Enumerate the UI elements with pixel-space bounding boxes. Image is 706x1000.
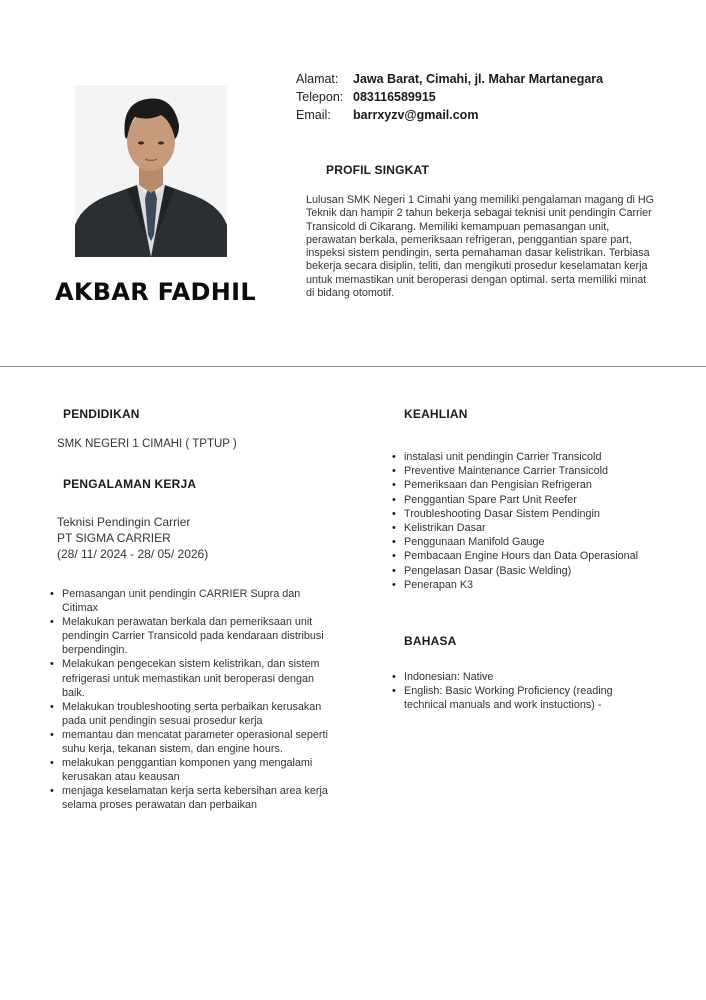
list-item: • Indonesian: Native xyxy=(392,670,642,684)
job-period: (28/ 11/ 2024 - 28/ 05/ 2026) xyxy=(57,547,209,561)
skills-heading: KEAHLIAN xyxy=(404,407,468,421)
list-item: • Pemeriksaan dan Pengisian Refrigeran xyxy=(392,478,652,492)
list-item: • Pemasangan unit pendingin CARRIER Supra dan Citimax xyxy=(50,587,335,615)
profile-summary: Lulusan SMK Negeri 1 Cimahi yang memiliki pengalaman magang di HG Teknik dan hampir 2 tahun bekerja sebagai teknisi unit pendingin Carrier Transicold di Cikarang. Memiliki kemampuan pemasangan unit, perawatan berkala, pemeriksaan refrigeran, penggantian spare part, inspeksi sistem pendingin, serta pemahaman dasar kelistrikan. Terbiasa bekerja secara disiplin, teliti, dan mengikuti prosedur keselamatan kerja untuk memastikan unit beroperasi dengan optimal. serta memiliki minat di bidang otomotif. xyxy=(306,194,655,300)
full-name: AKBAR FADHIL xyxy=(55,278,256,306)
list-item: • instalasi unit pendingin Carrier Transicold xyxy=(392,450,652,464)
list-item: • melakukan penggantian komponen yang mengalami kerusakan atau keausan xyxy=(50,756,335,784)
job-info xyxy=(57,514,208,562)
experience-heading: PENGALAMAN KERJA xyxy=(63,477,197,491)
email-label: Email: xyxy=(296,108,331,122)
list-item: • menjaga keselamatan kerja serta kebersihan area kerja selama proses perawatan dan perbaikan xyxy=(50,784,335,812)
skills-list xyxy=(392,450,652,592)
list-item: • Penggantian Spare Part Unit Reefer xyxy=(392,493,652,507)
phone-label: Telepon: xyxy=(296,90,344,104)
list-item: • Melakukan pengecekan sistem kelistrikan, dan sistem refrigerasi untuk memastikan unit beroperasi dengan baik. xyxy=(50,657,335,699)
list-item: • Troubleshooting Dasar Sistem Pendingin xyxy=(392,507,652,521)
list-item: • Melakukan troubleshooting serta perbaikan kerusakan pada unit pendingin sesuai prosedur kerja xyxy=(50,700,335,728)
job-position: Teknisi Pendingin Carrier xyxy=(57,515,191,529)
languages-heading: BAHASA xyxy=(404,634,457,648)
phone-value: 083116589915 xyxy=(353,90,436,104)
email-value: barrxyzv@gmail.com xyxy=(353,108,479,122)
list-item: • Penggunaan Manifold Gauge xyxy=(392,535,652,549)
list-item: • Kelistrikan Dasar xyxy=(392,521,652,535)
job-duties-list xyxy=(50,587,335,813)
list-item: • Preventive Maintenance Carrier Transicold xyxy=(392,464,652,478)
address-label: Alamat: xyxy=(296,72,339,86)
education-school: SMK NEGERI 1 CIMAHI ( TPTUP ) xyxy=(57,438,237,450)
list-item: • Pengelasan Dasar (Basic Welding) xyxy=(392,564,652,578)
languages-list xyxy=(392,670,642,713)
person-portrait-icon xyxy=(75,85,227,257)
profile-photo xyxy=(75,85,227,257)
education-heading: PENDIDIKAN xyxy=(63,407,140,421)
profile-heading: PROFIL SINGKAT xyxy=(326,163,430,177)
contact-email-row xyxy=(296,106,603,124)
contact-phone-row xyxy=(296,88,603,106)
section-divider xyxy=(0,366,706,367)
job-company: PT SIGMA CARRIER xyxy=(57,531,171,545)
contact-block xyxy=(296,70,603,124)
list-item: • Penerapan K3 xyxy=(392,578,652,592)
list-item: • English: Basic Working Proficiency (reading technical manuals and work instuctions) - xyxy=(392,684,642,712)
list-item: • Melakukan perawatan berkala dan pemeriksaan unit pendingin Carrier Transicold pada kendaraan distribusi berpendingin. xyxy=(50,615,335,657)
address-value: Jawa Barat, Cimahi, jl. Mahar Martanegara xyxy=(353,72,604,86)
list-item: • Pembacaan Engine Hours dan Data Operasional xyxy=(392,549,652,563)
contact-address-row xyxy=(296,70,603,88)
list-item: • memantau dan mencatat parameter operasional seperti suhu kerja, tekanan sistem, dan engine hours. xyxy=(50,728,335,756)
